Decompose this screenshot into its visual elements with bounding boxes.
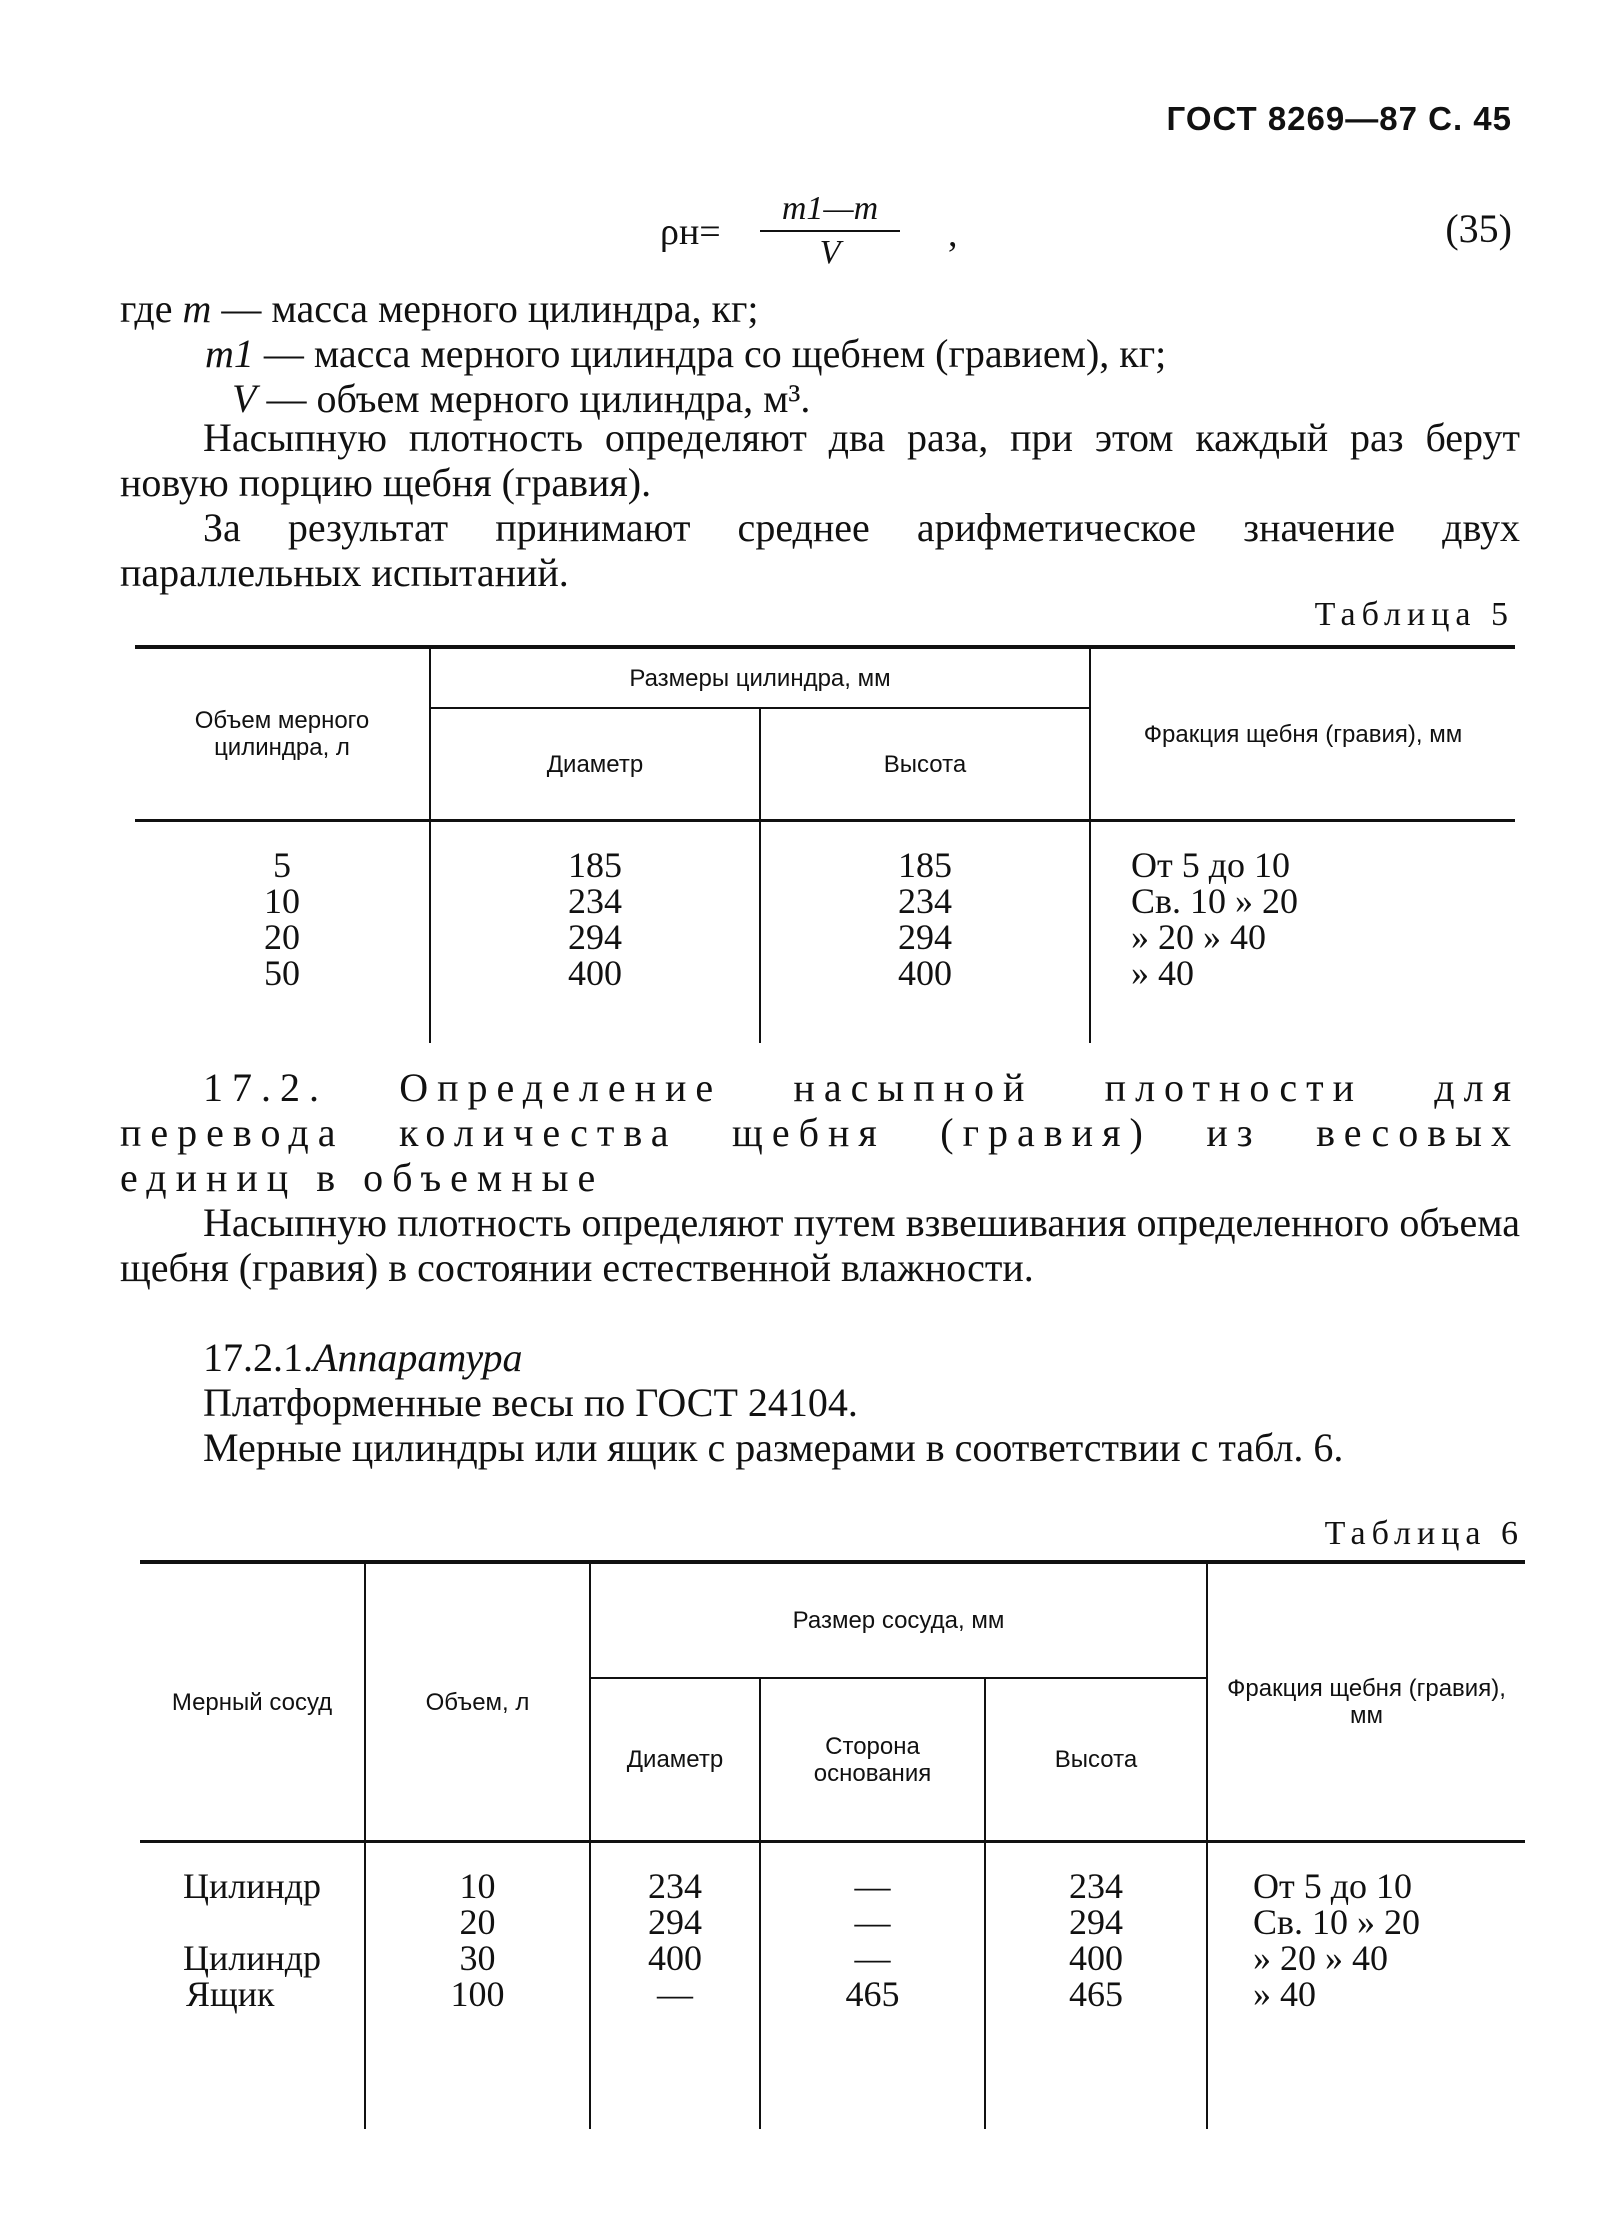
table-6 — [140, 1560, 1525, 2129]
table-cell: 294 — [568, 917, 622, 957]
table6-header-row — [140, 1562, 1525, 1678]
table6-col-height: Высота — [985, 1678, 1207, 1841]
paragraph-cylinders: Мерные цилиндры или ящик с размерами в соответствии с табл. 6. — [203, 1425, 1344, 1470]
table-cell: » 20 » 40 — [1253, 1938, 1388, 1978]
definition-prefix: где — [120, 286, 183, 331]
table-cell: 400 — [898, 953, 952, 993]
table-cell: 234 — [1069, 1866, 1123, 1906]
table-cell: Цилиндр — [182, 1938, 322, 1978]
table5-fraction-cell — [1090, 821, 1515, 1044]
formula-numerator: m1—m — [781, 190, 879, 227]
table-cell: 185 — [898, 845, 952, 885]
table-cell: 465 — [1069, 1974, 1123, 2014]
table5-header-row — [135, 647, 1515, 708]
table-cell: 234 — [648, 1866, 702, 1906]
table-cell: 5 — [273, 845, 291, 885]
table5-col-group: Размеры цилиндра, мм — [430, 647, 1090, 708]
table6-volume-cell — [365, 1842, 590, 2130]
table5-diameter-cell — [430, 821, 760, 1044]
table6-diameter-cell — [590, 1842, 760, 2130]
table6-caption: Таблица 6 — [1324, 1515, 1524, 1552]
table6-body — [140, 1842, 1525, 2130]
table-cell: 400 — [1069, 1938, 1123, 1978]
table5-col-volume: Объем мерного цилиндра, л — [135, 647, 430, 821]
table-cell: — — [854, 1938, 891, 1978]
definition-m1 — [205, 330, 1166, 377]
equation-number: (35) — [1445, 206, 1512, 251]
table6-col-side: Сторона основания — [760, 1678, 985, 1841]
definition-text: — масса мерного цилиндра со щебнем (гравием), кг; — [253, 331, 1167, 376]
table-cell: Ящик — [186, 1974, 275, 2014]
section-17-2-1-heading — [120, 1335, 1520, 1380]
table-cell: 234 — [898, 881, 952, 921]
table-cell: — — [854, 1866, 891, 1906]
definition-m — [120, 285, 759, 332]
table6-col-group: Размер сосуда, мм — [590, 1562, 1207, 1678]
definition-text: — масса мерного цилиндра, кг; — [211, 286, 759, 331]
table-cell: 465 — [845, 1974, 900, 2014]
table6-col-fraction: Фракция щебня (гравия), мм — [1207, 1562, 1525, 1842]
table6-fraction-cell — [1207, 1842, 1525, 2130]
table-cell: 20 — [264, 917, 300, 957]
table6-height-cell — [985, 1842, 1207, 2130]
table-cell: — — [657, 1974, 693, 2014]
paragraph-scales: Платформенные весы по ГОСТ 24104. — [203, 1380, 858, 1425]
table-cell: 20 — [459, 1902, 496, 1942]
table5-body — [135, 821, 1515, 1044]
table-cell: » 20 » 40 — [1131, 917, 1266, 957]
table5-caption: Таблица 5 — [1314, 596, 1514, 633]
definition-symbol: m1 — [205, 331, 254, 376]
table-cell: От 5 до 10 — [1253, 1866, 1413, 1906]
table-cell: 400 — [568, 953, 622, 993]
table-cell: 400 — [648, 1938, 702, 1978]
paragraph-result: За результат принимают среднее арифметическое значение двух параллельных испытаний. — [120, 505, 1520, 595]
table-cell: Св. 10 » 20 — [1253, 1902, 1421, 1942]
table-cell: 100 — [450, 1974, 505, 2014]
section-number: 17.2.1. — [203, 1335, 313, 1380]
table-cell: — — [854, 1902, 891, 1942]
section-17-2-heading: 17.2. Определение насыпной плотности для перевода количества щебня (гравия) из весовых единиц в объемные — [120, 1065, 1520, 1200]
table-cell: 30 — [459, 1938, 496, 1978]
table-cell: 294 — [1069, 1902, 1123, 1942]
table-cell: 185 — [568, 845, 622, 885]
table-cell: 10 — [459, 1866, 496, 1906]
table-cell: От 5 до 10 — [1131, 845, 1291, 885]
table6-vessel-cell — [140, 1842, 365, 2130]
formula-lhs: ρн= — [660, 211, 721, 253]
formula-comma: , — [948, 213, 958, 255]
formula-fraction — [760, 190, 900, 272]
table-cell: 50 — [264, 953, 300, 993]
table5-col-diameter: Диаметр — [430, 708, 760, 821]
table5-height-cell — [760, 821, 1090, 1044]
table-cell: Цилиндр — [182, 1866, 322, 1906]
fraction-bar — [760, 230, 900, 232]
table6-col-volume: Объем, л — [365, 1562, 590, 1842]
table-cell: Св. 10 » 20 — [1131, 881, 1299, 921]
definition-text: — объем мерного цилиндра, м³. — [256, 376, 811, 421]
formula-denominator: V — [819, 234, 841, 271]
section-title: Аппаратура — [313, 1335, 523, 1380]
table-cell: 10 — [264, 881, 300, 921]
table5-col-fraction: Фракция щебня (гравия), мм — [1090, 647, 1515, 821]
table-cell: » 40 — [1253, 1974, 1316, 2014]
table5-volume-cell — [135, 821, 430, 1044]
paragraph-weighing: Насыпную плотность определяют путем взвешивания определенного объема щебня (гравия) в состоянии естественной влажности. — [120, 1200, 1520, 1290]
table6-side-cell — [760, 1842, 985, 2130]
table-cell: 234 — [568, 881, 622, 921]
definition-symbol: V — [232, 376, 257, 421]
table-cell: » 40 — [1131, 953, 1194, 993]
table-cell — [141, 1904, 363, 1940]
table-5 — [135, 645, 1515, 1043]
table6-col-diameter: Диаметр — [590, 1678, 760, 1841]
page-header: ГОСТ 8269—87 С. 45 — [1166, 100, 1512, 137]
table-cell: 294 — [648, 1902, 702, 1942]
definition-symbol: m — [182, 286, 212, 331]
paragraph-two-times: Насыпную плотность определяют два раза, при этом каждый раз берут новую порцию щебня (гравия). — [120, 415, 1520, 505]
table-cell: 294 — [898, 917, 952, 957]
table5-col-height: Высота — [760, 708, 1090, 821]
table6-col-vessel: Мерный сосуд — [140, 1562, 365, 1842]
